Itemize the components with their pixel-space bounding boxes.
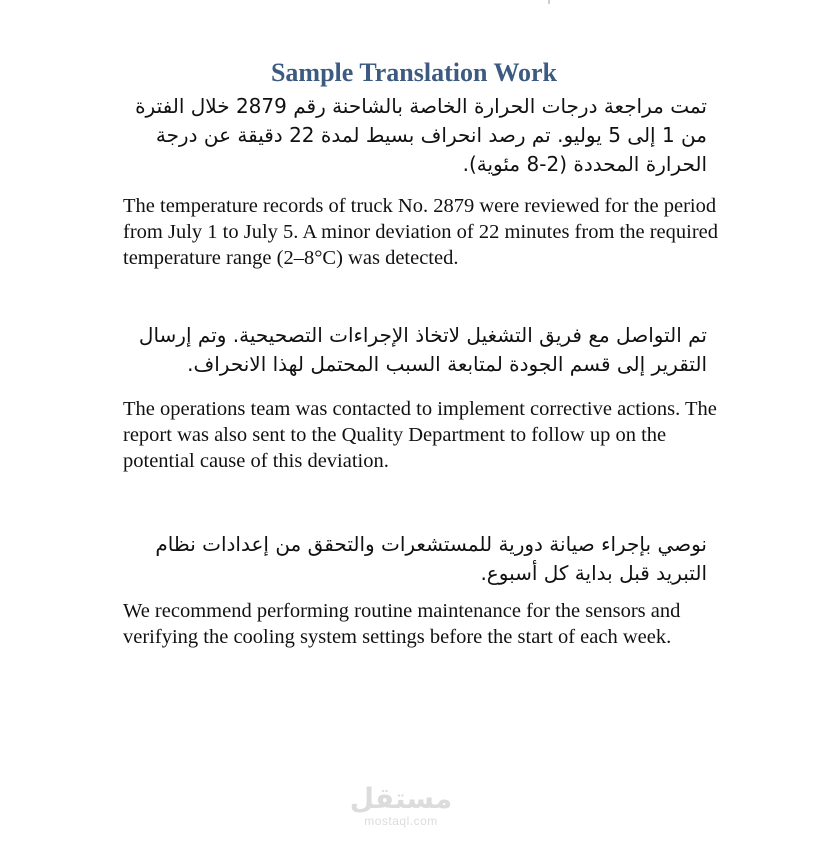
watermark-logo: مستقل <box>349 782 453 815</box>
watermark-url: mostaql.com <box>364 814 438 828</box>
document-title: Sample Translation Work <box>270 58 558 87</box>
arabic-paragraph-3: نوصي بإجراء صيانة دورية للمستشعرات والتحقق من إعدادات نظام التبريد قبل بداية كل أسبوع. <box>155 532 707 585</box>
english-paragraph-3: We recommend performing routine maintenance for the sensors and verifying the cooling system settings before the start of each week. <box>123 600 681 648</box>
english-paragraph-1: The temperature records of truck No. 2879 were reviewed for the period from July 1 to July 5. A minor deviation of 22 minutes from the required temperature range (2–8°C) was detected. <box>123 195 718 269</box>
english-paragraph-2: The operations team was contacted to implement corrective actions. The report was also sent to the Quality Department to follow up on the potential cause of this deviation. <box>123 398 717 472</box>
page-edge-mark <box>548 0 550 4</box>
arabic-paragraph-1: تمت مراجعة درجات الحرارة الخاصة بالشاحنة رقم 2879 خلال الفترة من 1 إلى 5 يوليو. تم رصد انحراف بسيط لمدة 22 دقيقة عن درجة الحرارة المحددة (2-8 مئوية). <box>135 94 707 176</box>
arabic-paragraph-2: تم التواصل مع فريق التشغيل لاتخاذ الإجراءات التصحيحية. وتم إرسال التقرير إلى قسم الجودة لمتابعة السبب المحتمل لهذا الانحراف. <box>138 323 707 376</box>
mostaql-watermark <box>336 784 466 828</box>
